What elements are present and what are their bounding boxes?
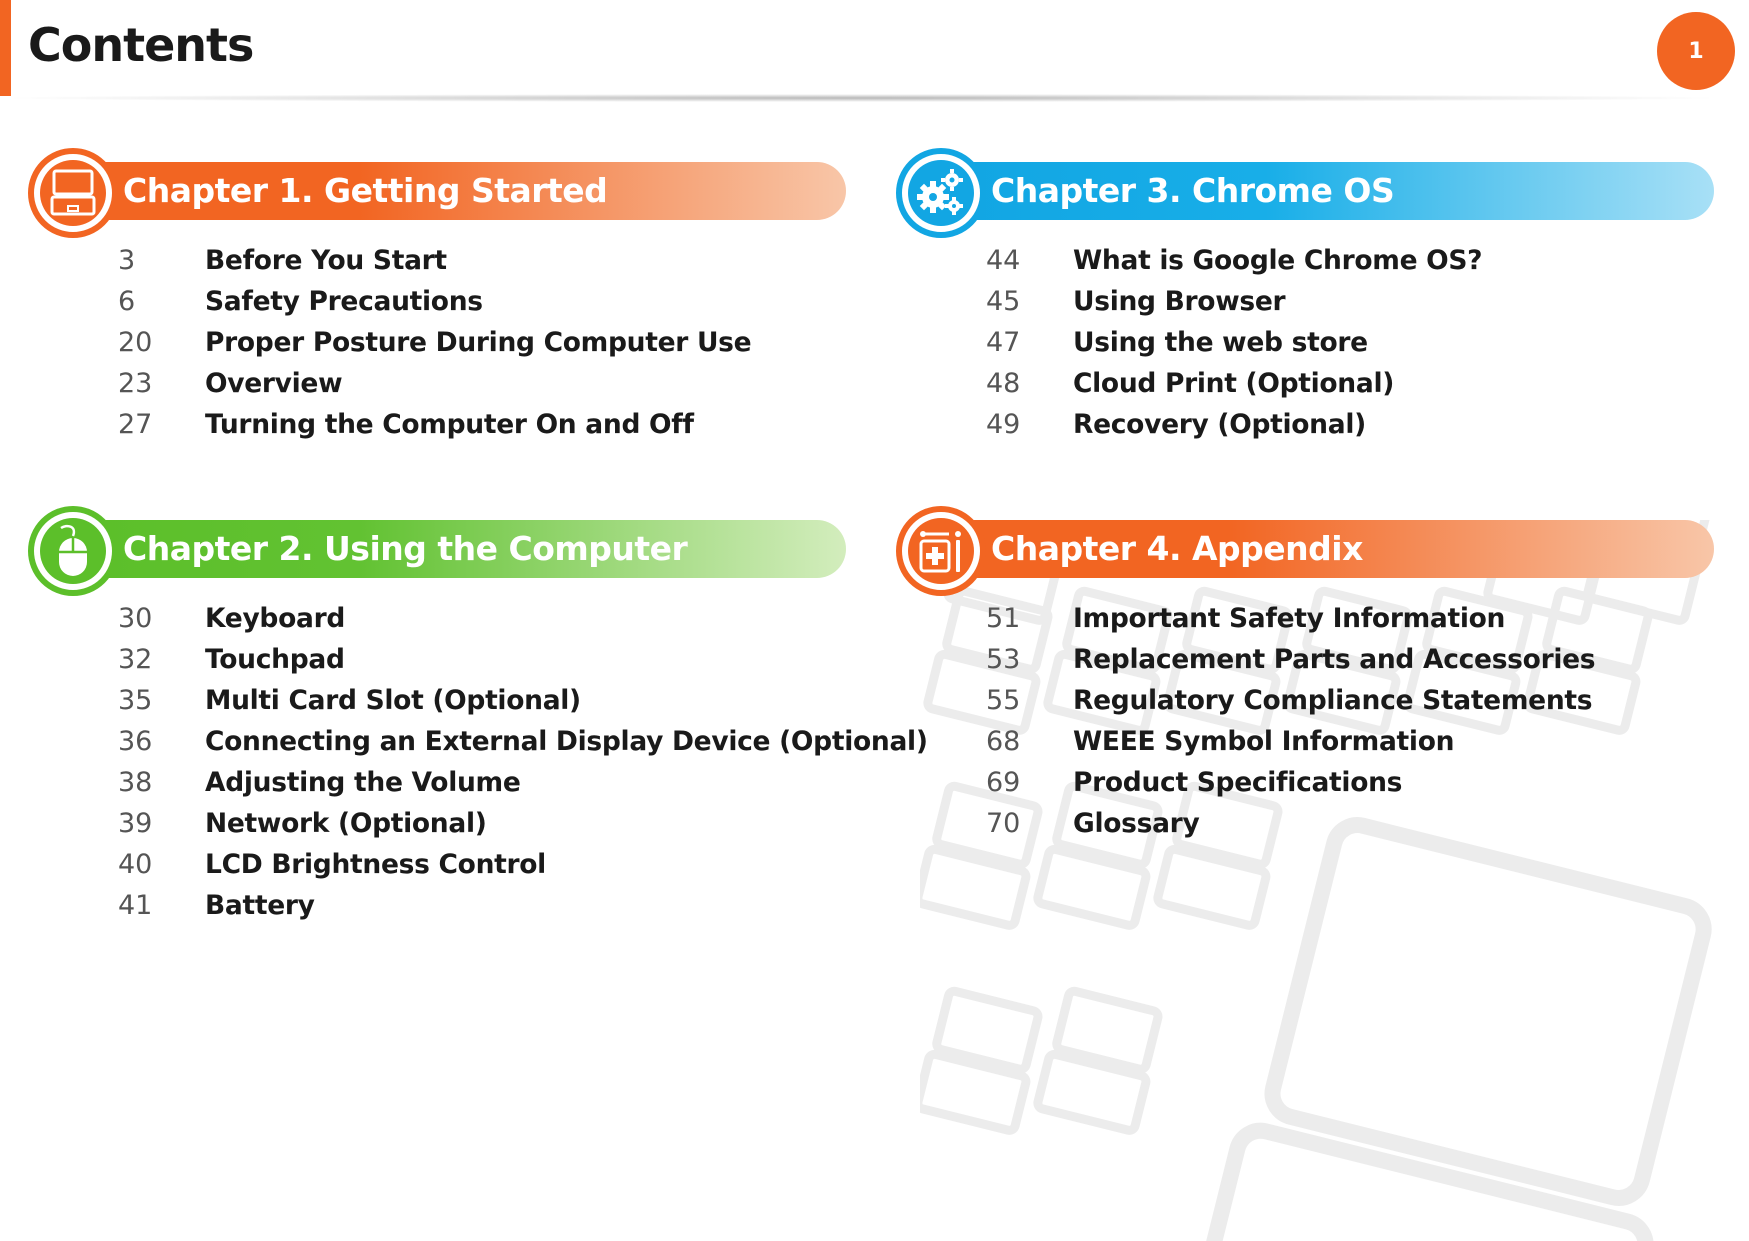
toc-page-number: 30 bbox=[118, 603, 153, 634]
toc-page-number: 48 bbox=[986, 368, 1021, 399]
chapter-1 bbox=[28, 148, 848, 440]
toc-entry-label: WEEE Symbol Information bbox=[1073, 726, 1455, 757]
toc-page-number: 35 bbox=[118, 685, 153, 716]
laptop-icon bbox=[49, 168, 97, 218]
toc-entry-label: Overview bbox=[205, 368, 343, 399]
chapter-4-title: Chapter 4. Appendix bbox=[991, 529, 1363, 568]
chapter-1-icon-badge bbox=[28, 148, 118, 238]
first-aid-tools-icon bbox=[915, 525, 967, 577]
toc-entry-label: Connecting an External Display Device (Optional) bbox=[205, 726, 928, 757]
toc-entry-label: Important Safety Information bbox=[1073, 603, 1506, 634]
toc-entry-label: Multi Card Slot (Optional) bbox=[205, 685, 581, 716]
toc-entry-label: LCD Brightness Control bbox=[205, 849, 546, 880]
toc-entry-label: Using the web store bbox=[1073, 327, 1368, 358]
chapter-3-icon-badge bbox=[896, 148, 986, 238]
toc-page-number: 53 bbox=[986, 644, 1021, 675]
toc-page-number: 39 bbox=[118, 808, 153, 839]
watermark-laptop-icon bbox=[1037, 989, 1164, 1132]
chapter-1-title: Chapter 1. Getting Started bbox=[123, 171, 608, 210]
watermark-laptop-icon bbox=[920, 989, 1043, 1132]
toc-entry-label: What is Google Chrome OS? bbox=[1073, 245, 1483, 276]
chapter-2-header[interactable] bbox=[28, 506, 848, 596]
page-number-badge: 1 bbox=[1657, 12, 1735, 90]
chapter-2 bbox=[28, 506, 928, 921]
chapter-3 bbox=[896, 148, 1716, 440]
toc-entry-label: Battery bbox=[205, 890, 315, 921]
chapter-3-title: Chapter 3. Chrome OS bbox=[991, 171, 1395, 210]
toc-entry-label: Safety Precautions bbox=[205, 286, 483, 317]
chapter-4 bbox=[896, 506, 1716, 839]
header-divider bbox=[14, 94, 1709, 102]
toc-entry-label: Cloud Print (Optional) bbox=[1073, 368, 1395, 399]
toc-entry-label: Network (Optional) bbox=[205, 808, 487, 839]
chapter-4-icon-badge bbox=[896, 506, 986, 596]
toc-page-number: 3 bbox=[118, 245, 136, 276]
toc-entry-label: Recovery (Optional) bbox=[1073, 409, 1366, 440]
toc-entry-label: Adjusting the Volume bbox=[205, 767, 521, 798]
toc-page-number: 55 bbox=[986, 685, 1021, 716]
toc-page-number: 38 bbox=[118, 767, 153, 798]
chapter-4-header[interactable] bbox=[896, 506, 1716, 596]
toc-entry-label: Keyboard bbox=[205, 603, 346, 634]
toc-page-number: 44 bbox=[986, 245, 1021, 276]
toc-entry-label: Before You Start bbox=[205, 245, 447, 276]
toc-page-number: 51 bbox=[986, 603, 1021, 634]
toc-entry-label: Glossary bbox=[1073, 808, 1200, 839]
chapter-1-header[interactable] bbox=[28, 148, 848, 238]
toc-entry-label: Replacement Parts and Accessories bbox=[1073, 644, 1596, 675]
toc-page-number: 49 bbox=[986, 409, 1021, 440]
toc-page-number: 41 bbox=[118, 890, 153, 921]
toc-page-number: 23 bbox=[118, 368, 153, 399]
toc-entry-label: Regulatory Compliance Statements bbox=[1073, 685, 1593, 716]
gears-icon bbox=[915, 167, 967, 219]
toc-page-number: 70 bbox=[986, 808, 1021, 839]
toc-page-number: 6 bbox=[118, 286, 136, 317]
toc-page-number: 32 bbox=[118, 644, 153, 675]
toc-page-number: 36 bbox=[118, 726, 153, 757]
header-accent-bar bbox=[0, 0, 11, 96]
toc-entry-label: Using Browser bbox=[1073, 286, 1286, 317]
toc-page-number: 47 bbox=[986, 327, 1021, 358]
toc-entry-label: Product Specifications bbox=[1073, 767, 1403, 798]
chapter-2-icon-badge bbox=[28, 506, 118, 596]
chapter-3-header[interactable] bbox=[896, 148, 1716, 238]
toc-page-number: 27 bbox=[118, 409, 153, 440]
page-title: Contents bbox=[28, 18, 254, 72]
toc-page-number: 40 bbox=[118, 849, 153, 880]
toc-page-number: 20 bbox=[118, 327, 153, 358]
toc-page-number: 45 bbox=[986, 286, 1021, 317]
toc-entry-label: Turning the Computer On and Off bbox=[205, 409, 694, 440]
mouse-icon bbox=[49, 524, 97, 578]
toc-entry-label: Touchpad bbox=[205, 644, 345, 675]
chapter-2-title: Chapter 2. Using the Computer bbox=[123, 529, 688, 568]
toc-entry-label: Proper Posture During Computer Use bbox=[205, 327, 752, 358]
toc-page-number: 68 bbox=[986, 726, 1021, 757]
toc-page-number: 69 bbox=[986, 767, 1021, 798]
